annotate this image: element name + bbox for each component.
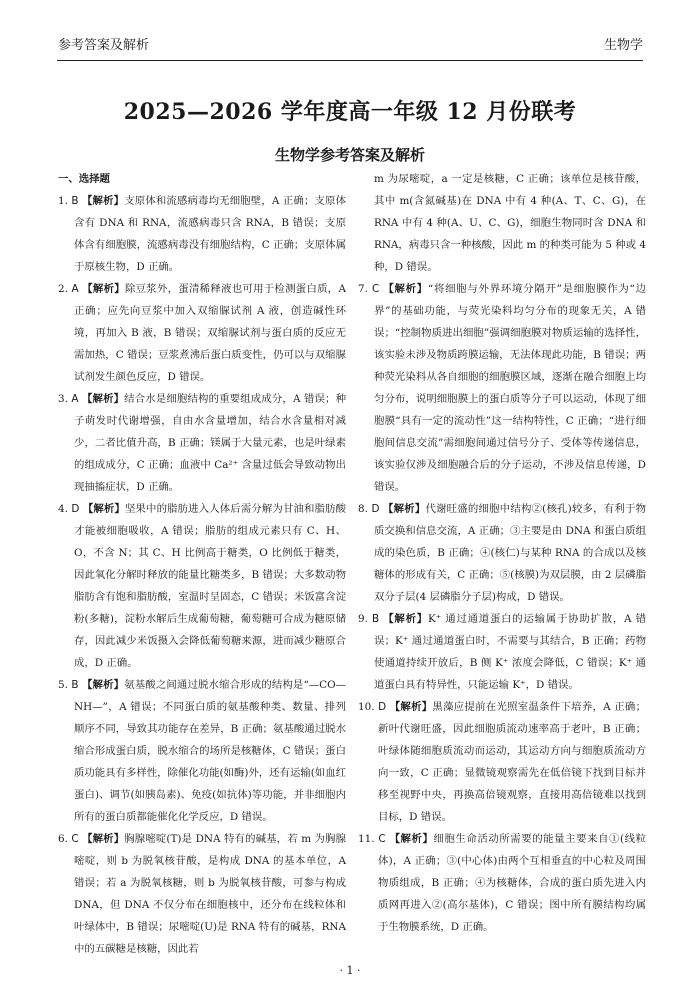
- item-number: 11.: [358, 833, 375, 845]
- item-explanation: 支原体和流感病毒均无细胞壁，A 正确；支原体含有 DNA 和 RNA，流感病毒只含 RNA，B 错误；支原体含有细胞膜，流感病毒没有细胞结构，C 正确；支原体属于原核生物，D 正确。: [74, 195, 346, 273]
- item-explanation: 细胞生命活动所需要的能量主要来自①(线粒体)，A 正确；③(中心体)由两个互相垂直的中心粒及周围物质组成，B 正确；④为核糖体，合成的蛋白质先进入内质网再进入②(高尔基体)，C 错误；图中所有膜结构均属于生物膜系统，D 正确。: [378, 833, 646, 933]
- left-column: [58, 168, 346, 960]
- item-answer: D: [71, 503, 80, 515]
- page-number: · 1 ·: [339, 964, 361, 977]
- analysis-tag: 【解析】: [383, 613, 428, 625]
- header-left: 参考答案及解析: [58, 38, 150, 53]
- answer-item: [58, 828, 346, 960]
- answer-item: [358, 278, 646, 498]
- answer-item: [58, 388, 346, 498]
- analysis-tag: 【解析】: [389, 701, 433, 713]
- analysis-tag: 【解析】: [82, 833, 125, 845]
- item-number: 8.: [358, 503, 368, 515]
- item-answer: A: [71, 283, 79, 295]
- analysis-tag: 【解析】: [82, 503, 125, 515]
- item-answer: B: [71, 679, 79, 691]
- item-explanation: 坚果中的脂肪进入人体后需分解为甘油和脂肪酸才能被细胞吸收，A 错误；脂肪的组成元素只有 C、H、O，不含 N；其 C、H 比例高于糖类，O 比例低于糖类，因此氧化分解时释放的能量比糖类多，B 错误；大多数动物脂肪含有饱和脂肪酸，室温时呈固态，C 错误；米饭富含淀粉(多糖)，淀粉水解后生成葡萄糖，葡萄糖可合成为糖原储存，因此减少米饭摄入会降低葡萄糖来源，进而减少糖原合成，D 正确。: [74, 503, 347, 669]
- item-answer: D: [378, 701, 387, 713]
- answer-item: [358, 696, 646, 828]
- item-explanation: 黑藻应提前在光照室温条件下培养，A 正确；新叶代谢旺盛，因此细胞质流动速率高于老叶，B 正确；叶绿体随细胞质流动而运动，其运动方向与细胞质流动方向一致，C 正确；显微镜观察需先在低倍镜下找到目标并移至视野中央，再换高倍镜观察，直接用高倍镜难以找到目标，D 错误。: [378, 701, 646, 823]
- analysis-tag: 【解析】: [389, 833, 434, 845]
- item-explanation: 除豆浆外，蛋清稀释液也可用于检测蛋白质，A 正确；应先向豆浆中加入双缩脲试剂 A 液，创造碱性环境，再加入 B 液，B 错误；双缩脲试剂与蛋白质的反应无需加热，C 错误；豆浆煮沸后蛋白质变性，仍可以与双缩脲试剂发生颜色反应，D 错误。: [74, 283, 346, 383]
- item-number: 1.: [58, 195, 68, 207]
- item-answer: C: [71, 833, 79, 845]
- analysis-tag: 【解析】: [383, 503, 426, 515]
- item-explanation: 代谢旺盛的细胞中结构②(核孔)较多，有利于物质交换和信息交流，A 正确；③主要是由 DNA 和蛋白质组成的染色质，B 正确；④(核仁)与某种 RNA 的合成以及核糖体的形成有关，C 正确；⑤(核膜)为双层膜，由 2 层磷脂双分子层(4 层磷脂分子层)构成，D 错误。: [374, 503, 647, 603]
- answer-item: [58, 278, 346, 388]
- analysis-tag: 【解析】: [82, 283, 125, 295]
- answer-item: [58, 190, 346, 278]
- analysis-tag: 【解析】: [81, 393, 125, 405]
- page-title: 2025—2026 学年度高一年级 12 月份联考: [123, 99, 577, 125]
- continued-text: m 为尿嘧啶，a 一定是核糖，C 正确；该单位是核苷酸，其中 m(含氮碱基)在 DNA 中有 4 种(A、T、C、G)，在 RNA 中有 4 种(A、U、C、G)，细胞生物同时含 DNA 和 RNA，病毒只含一种核酸，因此 m 的种类可能为 5 种或 4 种，D 错误。: [374, 173, 646, 273]
- analysis-tag: 【解析】: [82, 679, 125, 691]
- item-number: 10.: [358, 701, 375, 713]
- item-answer: C: [371, 283, 380, 295]
- item-answer: D: [371, 503, 380, 515]
- page-subtitle: 生物学参考答案及解析: [274, 146, 425, 164]
- answer-item: [58, 674, 346, 828]
- header-divider: [57, 60, 643, 61]
- item-answer: B: [71, 195, 79, 207]
- item-number: 6.: [58, 833, 68, 845]
- item-explanation: “将细胞与外界环境分隔开”是细胞膜作为“边界”的基础功能，与荧光染料均匀分布的现象无关，A 错误；“控制物质进出细胞”强调细胞膜对物质运输的选择性，该实验未涉及物质跨膜运输，无法体现此功能，B 错误；两种荧光染料从各自细胞的细胞膜区域，逐渐在融合细胞上均匀分布，说明细胞膜上的蛋白质等分子可以运动，体现了细胞膜“具有一定的流动性”这一结构特性，C 正确；“进行细胞间信息交流”需细胞间通过信号分子、受体等传递信息，该实验仅涉及细胞融合后的分子运动，不涉及信息传递，D 错误。: [374, 283, 646, 493]
- analysis-tag: 【解析】: [383, 283, 428, 295]
- item-answer: C: [378, 833, 386, 845]
- item-number: 9.: [358, 613, 368, 625]
- answer-item: [358, 498, 646, 608]
- item-number: 3.: [58, 393, 68, 405]
- item-explanation: 胸腺嘧啶(T)是 DNA 特有的碱基，若 m 为胸腺嘧啶，则 b 为脱氧核苷酸，是构成 DNA 的基本单位，A 错误；若 a 为脱氧核糖，则 b 为脱氧核苷酸，可参与构成 DNA，但 DNA 不仅分布在细胞核中，还分布在线粒体和叶绿体中，B 错误；尿嘧啶(U)是 RNA 特有的碱基，RNA 中的五碳糖是核糖，因此若: [74, 833, 346, 955]
- item-number: 7.: [358, 283, 368, 295]
- item-explanation: 氨基酸之间通过脱水缩合形成的结构是“—CO—NH—”，A 错误；不同蛋白质的氨基酸种类、数量、排列顺序不同，导致其功能存在差异，B 正确；氨基酸通过脱水缩合形成蛋白质，脱水缩合的场所是核糖体，C 错误；蛋白质功能具有多样性，除催化功能(如酶)外，还有运输(如血红蛋白)、调节(如胰岛素)、免疫(如抗体)等功能，并非细胞内所有的蛋白质都能催化化学反应，D 错误。: [74, 679, 347, 823]
- page-header: [0, 0, 700, 62]
- answer-item: [58, 498, 346, 674]
- item-answer: A: [71, 393, 79, 405]
- item-number: 5.: [58, 679, 68, 691]
- item-number: 2.: [58, 283, 68, 295]
- item-explanation: K⁺ 通过通道蛋白的运输属于协助扩散，A 错误；K⁺ 通过通道蛋白时，不需要与其结合，B 正确；药物使通道持续开放后，B 侧 K⁺ 浓度会降低，C 错误；K⁺ 通道蛋白具有特异性，只能运输 K⁺，D 错误。: [374, 613, 646, 691]
- header-right: 生物学: [603, 38, 643, 53]
- section-heading: 一、选择题: [58, 173, 110, 185]
- analysis-tag: 【解析】: [82, 195, 125, 207]
- answer-item: [358, 608, 646, 696]
- item-answer: B: [372, 613, 380, 625]
- item-explanation: 结合水是细胞结构的重要组成成分，A 错误；种子萌发时代谢增强，自由水含量增加，结合水含量相对减少，二者比值升高，B 正确；镁属于大量元素，也是叶绿素的组成成分，C 正确；血液中 Ca²⁺ 含量过低会导致动物出现抽搐症状，D 正确。: [74, 393, 346, 493]
- right-column: [358, 168, 646, 938]
- answer-item: [358, 828, 646, 938]
- item-number: 4.: [58, 503, 68, 515]
